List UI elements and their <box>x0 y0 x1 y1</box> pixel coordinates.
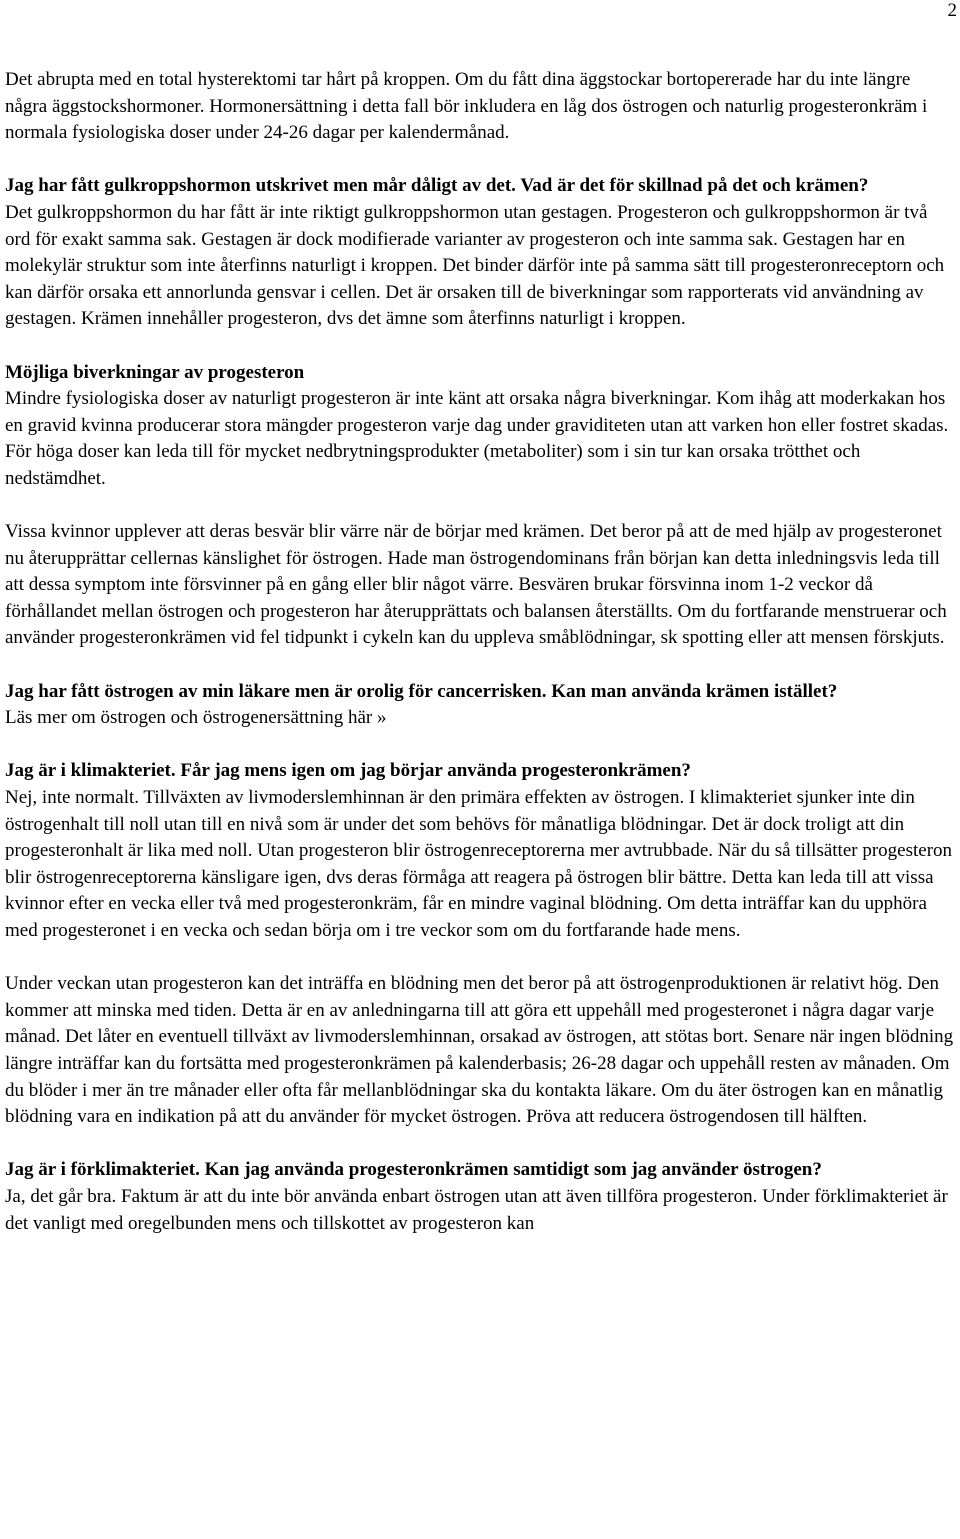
paragraph-gap <box>5 1131 955 1158</box>
section-heading: Jag är i förklimakteriet. Kan jag använda progesteronkrämen samtidigt som jag använder östrogen? <box>5 1159 822 1181</box>
paragraph-gap <box>5 333 955 360</box>
paragraph-text: Det abrupta med en total hysterektomi tar hårt på kroppen. Om du fått dina äggstockar bortopererade har du inte längre några äggstockshormoner. Hormonersättning i detta fall bör inkludera en låg dos östrogen och naturlig progesteronkräm i normala fysiologiska doser under 24-26 dagar per kalendermånad. <box>5 69 928 144</box>
section-heading: Jag är i klimakteriet. Får jag mens igen om jag börjar använda progesteronkrämen? <box>5 760 691 782</box>
paragraph-text: Under veckan utan progesteron kan det inträffa en blödning men det beror på att östrogenproduktionen är relativt hög. Den kommer att minska med tiden. Detta är en av anledningarna till att göra ett uppehåll med progesteronet i några dagar varje månad. Det låter en eventuell tillväxt av livmoderslemhinnan, orsakad av östrogen, att stötas bort. Senare när ingen blödning längre inträffar kan du fortsätta med progesteronkrämen på kalenderbasis; 26-28 dagar och uppehåll resten av månaden. Om du blöder i mer än tre månader eller ofta får mellanblödningar ska du kontakta läkare. Om du äter östrogen kan en månatlig blödning vara en indikation på att du använder för mycket östrogen. Pröva att reducera östrogendosen till hälften. <box>5 973 954 1128</box>
section-forklimakteriet <box>5 1157 955 1237</box>
section-biverkningar <box>5 360 955 493</box>
paragraph-gap <box>5 652 955 679</box>
section-klimakteriet <box>5 758 955 944</box>
paragraph-gap <box>5 147 955 174</box>
read-more-link[interactable]: Läs mer om östrogen och östrogenersättning här » <box>5 707 387 729</box>
paragraph-besvar <box>5 519 955 652</box>
section-body: Nej, inte normalt. Tillväxten av livmoderslemhinnan är den primära effekten av östrogen. I klimakteriet sjunker inte din östrogenhalt till noll utan till en nivå som är under det som behövs för månatliga blödningar. Det är dock troligt att din progesteronhalt är lika med noll. Utan progesteron blir östrogenreceptorerna mer avtrubbade. När du så tillsätter progesteron blir östrogenreceptorerna känsligare igen, dvs deras förmåga att reagera på östrogen blir bättre. Detta kan leda till att vissa kvinnor efter en vecka eller två med progesteronkräm, får en mindre vaginal blödning. Om detta inträffar kan du upphöra med progesteronet i en vecka och sedan börja om i tre veckor som om du fortfarande hade mens. <box>5 787 953 941</box>
section-ostrogen-cancerrisk <box>5 679 955 732</box>
document-body <box>5 67 955 1237</box>
paragraph-gap <box>5 493 955 520</box>
page-number: 2 <box>947 0 957 21</box>
section-gulkroppshormon <box>5 173 955 333</box>
paragraph-gap <box>5 732 955 759</box>
section-body: Det gulkroppshormon du har fått är inte riktigt gulkroppshormon utan gestagen. Progesteron och gulkroppshormon är två ord för exakt samma sak. Gestagen är dock modifierade varianter av progesteron och inte samma sak. Gestagen har en molekylär struktur som inte återfinns naturligt i kroppen. Det binder därför inte på samma sätt till progesteronreceptorn och kan därför orsaka ett annorlunda gensvar i cellen. Det är orsaken till de biverkningar som rapporterats vid användning av gestagen. Krämen innehåller progesteron, dvs det ämne som återfinns naturligt i kroppen. <box>5 201 945 330</box>
paragraph-text: Vissa kvinnor upplever att deras besvär blir värre när de börjar med krämen. Det beror på att de med hjälp av progesteronet nu återupprättar cellernas känslighet för östrogen. Hade man östrogendominans från början kan detta inledningsvis leda till att dessa symptom inte försvinner på en gång eller blir något värre. Besvären brukar försvinna inom 1-2 veckor då förhållandet mellan östrogen och progesteron har återupprättats och balansen återställts. Om du fortfarande menstruerar och använder progesteronkrämen vid fel tidpunkt i cykeln kan du uppleva småblödningar, sk spotting eller att mensen förskjuts. <box>5 521 947 649</box>
paragraph-hysterectomy <box>5 67 955 147</box>
section-heading: Jag har fått östrogen av min läkare men är orolig för cancerrisken. Kan man använda krämen istället? <box>5 680 838 702</box>
paragraph-uppehall <box>5 971 955 1131</box>
section-heading: Jag har fått gulkroppshormon utskrivet men mår dåligt av det. Vad är det för skillnad på det och krämen? <box>5 175 869 197</box>
section-body: Ja, det går bra. Faktum är att du inte bör använda enbart östrogen utan att även tillföra progesteron. Under förklimakteriet är det vanligt med oregelbunden mens och tillskottet av progesteron kan <box>5 1185 948 1234</box>
section-heading: Möjliga biverkningar av progesteron <box>5 361 305 383</box>
section-body: Mindre fysiologiska doser av naturligt progesteron är inte känt att orsaka några biverkningar. Kom ihåg att moderkakan hos en gravid kvinna producerar stora mängder progesteron varje dag under graviditeten utan att varken hon eller fostret skadas. För höga doser kan leda till för mycket nedbrytningsprodukter (metaboliter) som i sin tur kan orsaka trötthet och nedstämdhet. <box>5 388 949 489</box>
paragraph-gap <box>5 945 955 972</box>
